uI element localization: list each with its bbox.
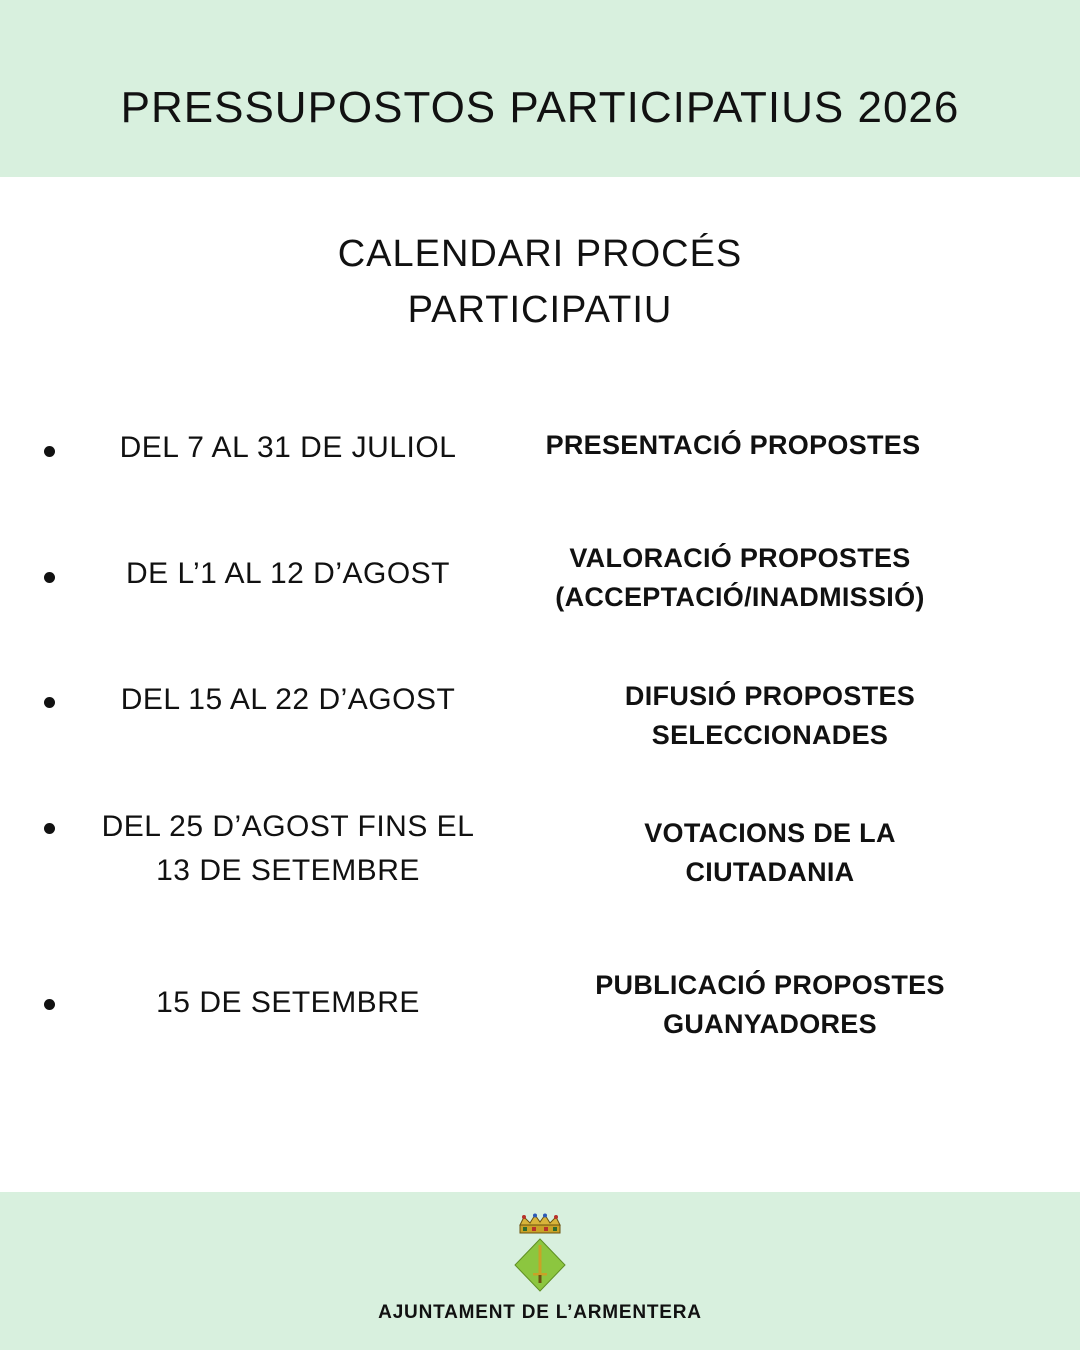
subtitle-line-1: CALENDARI PROCÉS: [337, 233, 743, 275]
bullet-icon: [44, 697, 55, 708]
schedule-description: DIFUSIÓ PROPOSTES SELECCIONADES: [624, 681, 916, 750]
bullet-icon: [44, 823, 55, 834]
bullet-icon: [44, 999, 55, 1010]
organization-name: AJUNTAMENT DE L’ARMENTERA: [378, 1302, 702, 1323]
bullet-icon: [44, 446, 55, 457]
schedule-date: DEL 25 D’AGOST FINS EL 13 DE SETEMBRE: [101, 810, 475, 887]
schedule-date: 15 DE SETEMBRE: [156, 986, 420, 1019]
subtitle-line-2: PARTICIPATIU: [407, 289, 673, 331]
schedule-description: PUBLICACIÓ PROPOSTES GUANYADORES: [595, 970, 945, 1039]
schedule-date: DEL 7 AL 31 DE JULIOL: [119, 431, 457, 464]
bullet-icon: [44, 572, 55, 583]
schedule-date: DEL 15 AL 22 D’AGOST: [120, 683, 456, 716]
schedule-description: PRESENTACIÓ PROPOSTES: [545, 430, 921, 460]
schedule-description: VOTACIONS DE LA CIUTADANIA: [644, 818, 896, 887]
municipal-coat-of-arms-icon: [511, 1213, 569, 1293]
schedule-description: VALORACIÓ PROPOSTES (ACCEPTACIÓ/INADMISSIÓ): [555, 543, 925, 612]
page-title: PRESSUPOSTOS PARTICIPATIUS 2026: [120, 83, 960, 132]
schedule-date: DE L’1 AL 12 D’AGOST: [125, 557, 451, 590]
section-subtitle: [0, 226, 1080, 338]
